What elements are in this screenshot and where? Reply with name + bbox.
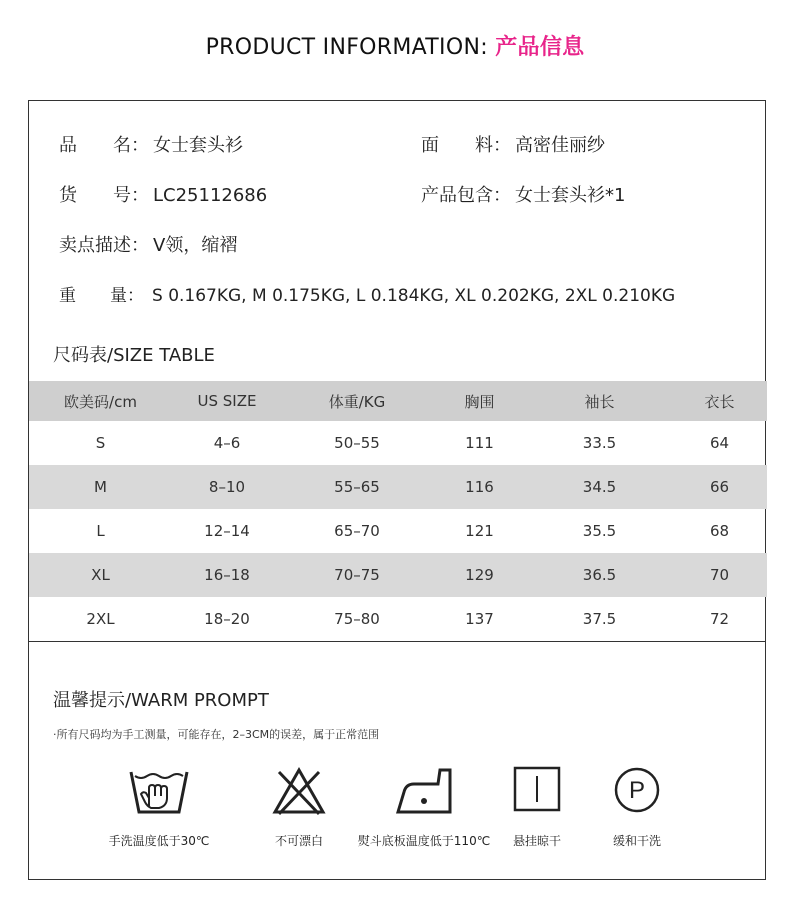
care-label: 缓和干洗 (612, 834, 661, 848)
weight-label: 重 量： (59, 286, 144, 306)
header-title-cn: 产品信息 (495, 35, 585, 60)
table-cell: 33.5 (582, 434, 617, 452)
table-cell: 35.5 (582, 522, 617, 540)
dry-clean-p-icon (613, 766, 661, 814)
table-cell: 55–65 (282, 465, 432, 509)
page-header (0, 30, 790, 61)
table-cell: M (29, 465, 172, 509)
info-row-name (59, 131, 243, 157)
col-header: 欧美码/cm (29, 381, 172, 421)
care-item-hang-dry (497, 766, 577, 849)
care-label: 不可漂白 (274, 834, 323, 848)
table-cell: 18–20 (204, 610, 250, 628)
table-cell: 64 (709, 434, 730, 452)
care-label: 悬挂晾干 (512, 834, 561, 848)
table-cell: 12–14 (204, 522, 250, 540)
col-header: 胸围 (432, 381, 527, 421)
table-cell: 34.5 (527, 465, 672, 509)
warm-prompt-note: ·所有尺码均为手工测量，可能存在，2–3CM的误差，属于正常范围 (53, 728, 380, 741)
fabric-label: 面 料： (421, 135, 511, 156)
hand-wash-icon (127, 766, 191, 818)
table-cell: 129 (432, 553, 527, 597)
table-cell: 70–75 (282, 553, 432, 597)
table-row (29, 509, 767, 553)
header-title-en: PRODUCT INFORMATION: (205, 35, 496, 60)
table-cell: 116 (432, 465, 527, 509)
package-label: 产品包含： (421, 185, 511, 206)
iron-icon (394, 766, 454, 818)
warm-prompt-title: 温馨提示/WARM PROMPT (53, 690, 269, 711)
table-cell: 2XL (86, 610, 115, 628)
table-cell: 66 (672, 465, 767, 509)
col-header: 体重/KG (282, 381, 432, 421)
size-table (29, 381, 767, 641)
size-table-header-row (29, 381, 767, 421)
table-cell: L (96, 522, 105, 540)
info-row-sku (59, 181, 267, 207)
table-cell: 121 (465, 522, 494, 540)
name-label: 品 名： (59, 135, 149, 156)
table-row (29, 553, 767, 597)
table-cell: 36.5 (527, 553, 672, 597)
col-header: 袖长 (527, 381, 672, 421)
section-divider (29, 641, 765, 642)
table-cell: 75–80 (334, 610, 380, 628)
care-item-iron (349, 766, 499, 849)
table-cell: 68 (709, 522, 730, 540)
table-cell: XL (29, 553, 172, 597)
table-cell: 8–10 (172, 465, 282, 509)
info-row-package (421, 181, 625, 207)
table-row (29, 465, 767, 509)
care-item-dry-clean (597, 766, 677, 849)
care-label: 手洗温度低于30℃ (108, 834, 210, 848)
product-info-panel (28, 100, 766, 880)
info-row-selling (59, 231, 237, 257)
package-value: 女士套头衫*1 (515, 185, 626, 206)
svg-text:P: P (628, 777, 646, 804)
table-row (29, 421, 767, 465)
table-cell: 65–70 (334, 522, 380, 540)
info-row-fabric (421, 131, 605, 157)
care-item-no-bleach (239, 766, 359, 849)
table-cell: 4–6 (213, 434, 241, 452)
name-value: 女士套头衫 (153, 135, 243, 156)
table-cell: 37.5 (582, 610, 617, 628)
selling-label: 卖点描述： (59, 235, 149, 256)
size-table-title: 尺码表/SIZE TABLE (53, 345, 215, 366)
table-row (29, 597, 767, 641)
table-cell: 137 (465, 610, 494, 628)
table-cell: 16–18 (172, 553, 282, 597)
table-cell: 72 (709, 610, 730, 628)
table-cell: 70 (672, 553, 767, 597)
sku-label: 货 号： (59, 185, 149, 206)
no-bleach-icon (271, 766, 327, 818)
table-cell: 111 (465, 434, 494, 452)
care-label: 熨斗底板温度低于110℃ (357, 834, 491, 848)
fabric-value: 高密佳丽纱 (515, 135, 605, 156)
care-item-hand-wash (89, 766, 229, 849)
table-cell: 50–55 (334, 434, 380, 452)
col-header: US SIZE (172, 381, 282, 421)
table-cell: S (95, 434, 106, 452)
info-row-weight (59, 281, 675, 306)
selling-value: V领，缩褶 (153, 235, 238, 256)
col-header: 衣长 (672, 381, 767, 421)
hang-dry-icon (513, 766, 561, 812)
weight-value: S 0.167KG, M 0.175KG, L 0.184KG, XL 0.202KG, 2XL 0.210KG (152, 286, 676, 306)
sku-value: LC25112686 (153, 185, 268, 206)
